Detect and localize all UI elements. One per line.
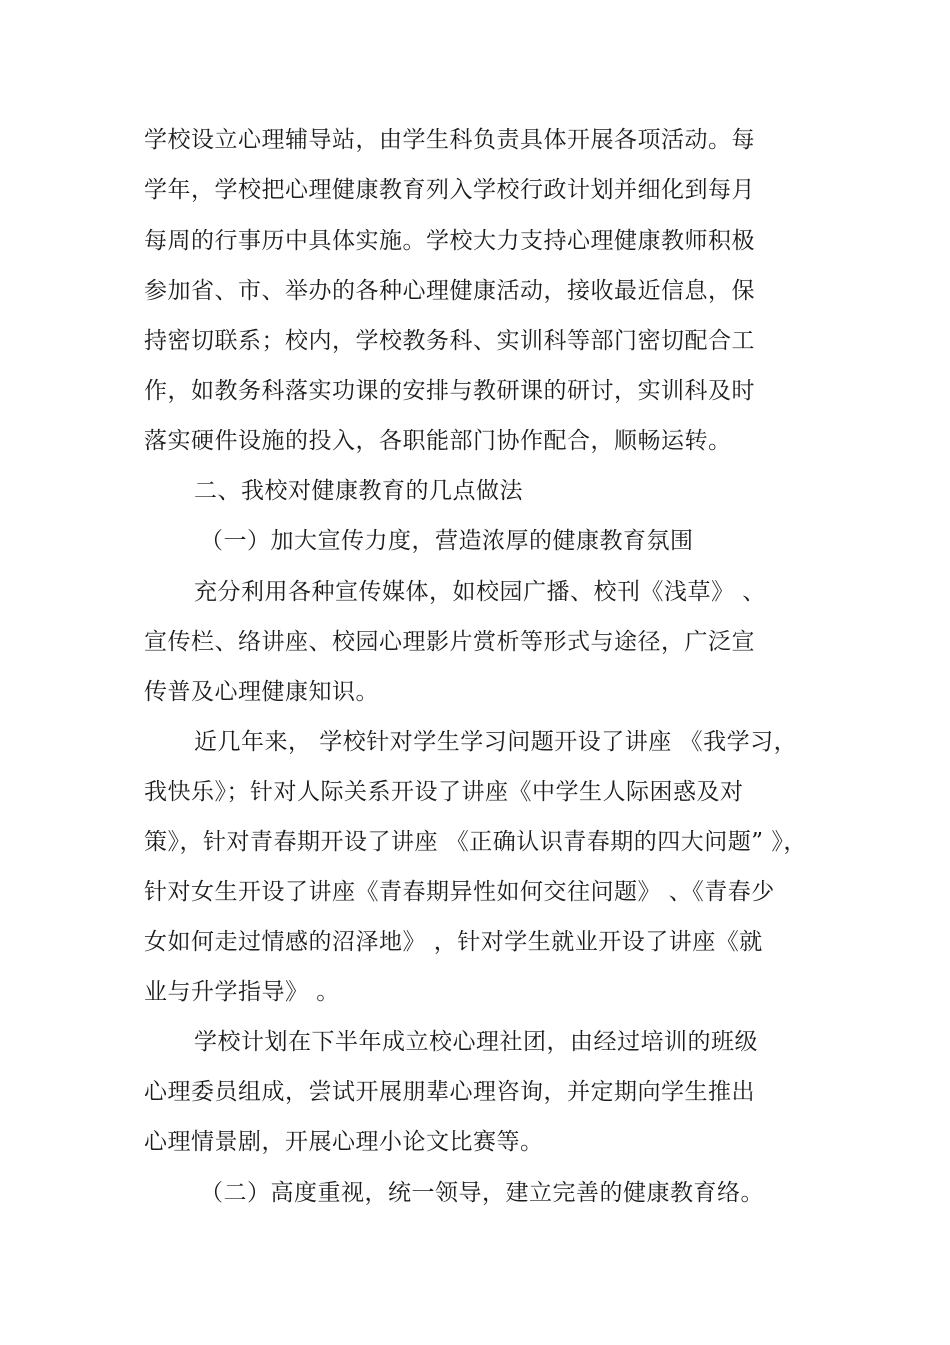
subsection-heading: （二）高度重视，统一领导，建立完善的健康教育络。 [200, 1180, 764, 1206]
body-text-line: 传普及心理健康知识。 [144, 679, 379, 705]
body-text-line: 宣传栏、络讲座、校园心理影片赏析等形式与途径，广泛宣 [144, 629, 755, 655]
subsection-heading: （一）加大宣传力度，营造浓厚的健康教育氛围 [200, 528, 694, 554]
section-heading: 二、我校对健康教育的几点做法 [194, 478, 523, 504]
body-text-line: 充分利用各种宣传媒体，如校园广播、校刊《浅草》 、 [194, 579, 766, 605]
body-text-line: 针对女生开设了讲座《青春期异性如何交往问题》 、《青春少 [144, 879, 775, 905]
body-text-line: 学校计划在下半年成立校心理社团，由经过培训的班级 [194, 1029, 758, 1055]
body-text-line: 落实硬件设施的投入，各职能部门协作配合，顺畅运转。 [144, 428, 732, 454]
body-text-line: 持密切联系；校内，学校教务科、实训科等部门密切配合工 [144, 328, 755, 354]
body-text-line: 心理情景剧，开展心理小论文比赛等。 [144, 1129, 544, 1155]
body-text-line: 业与升学指导》 。 [144, 979, 340, 1005]
body-text-line: 心理委员组成，尝试开展朋辈心理咨询，并定期向学生推出 [144, 1079, 755, 1105]
body-text-line: 每周的行事历中具体实施。学校大力支持心理健康教师积极 [144, 228, 755, 254]
body-text-line: 学校设立心理辅导站，由学生科负责具体开展各项活动。每 [144, 127, 755, 153]
body-text-line: 我快乐》；针对人际关系开设了讲座《中学生人际困惑及对 [144, 779, 744, 805]
body-text-line: 女如何走过情感的沼泽地》 ，针对学生就业开设了讲座《就 [144, 929, 763, 955]
body-text-line: 作，如教务科落实功课的安排与教研课的研讨，实训科及时 [144, 378, 755, 404]
body-text-line: 策》，针对青春期开设了讲座 《正确认识青春期的四大问题” 》， [144, 829, 807, 855]
body-text-line: 参加省、市、举办的各种心理健康活动，接收最近信息，保 [144, 278, 755, 304]
body-text-line: 学年，学校把心理健康教育列入学校行政计划并细化到每月 [144, 177, 755, 203]
body-text-line: 近几年来， 学校针对学生学习问题开设了讲座 《我学习， [194, 729, 798, 755]
